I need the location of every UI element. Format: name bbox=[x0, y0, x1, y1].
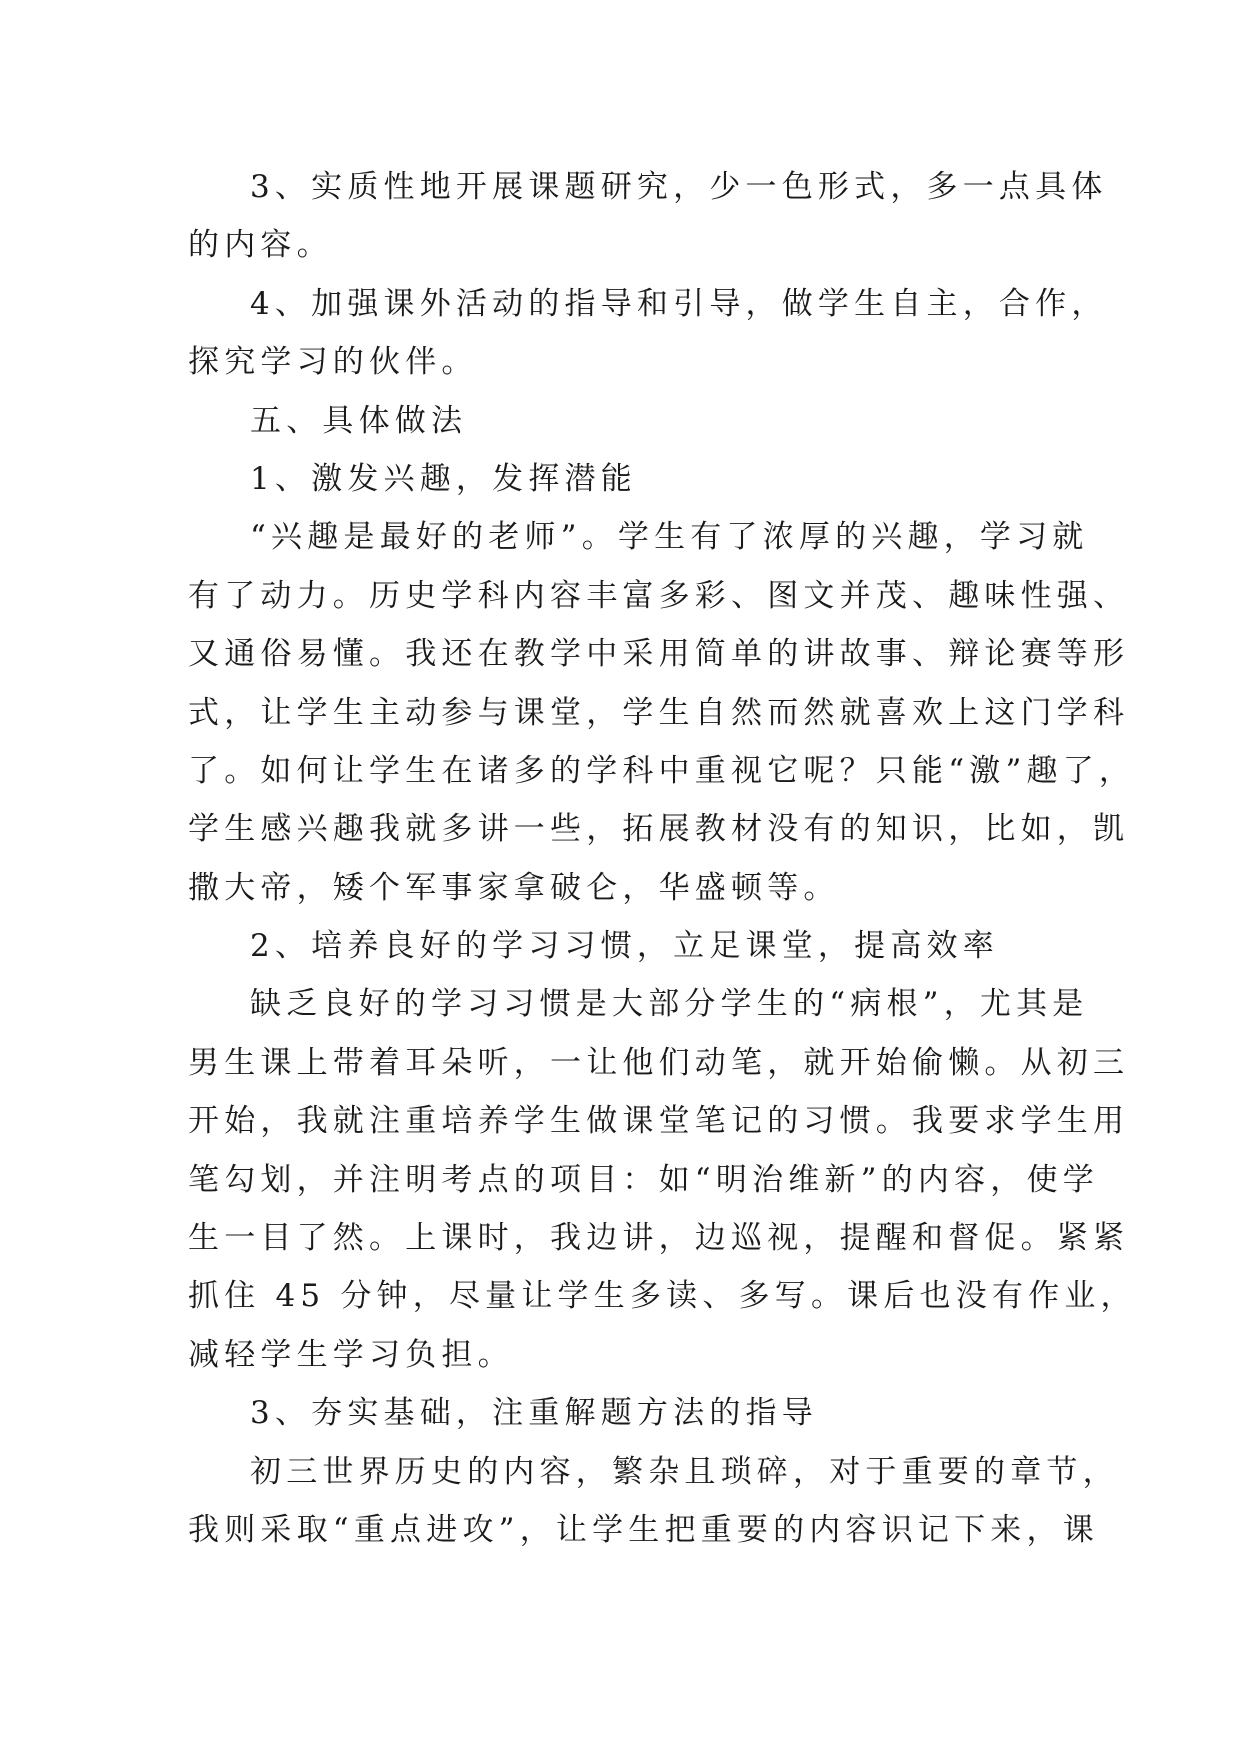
text-line: 探究学习的伙伴。 bbox=[188, 344, 478, 381]
text-line: 缺乏良好的学习习惯是大部分学生的“病根”，尤其是 bbox=[250, 986, 1089, 1023]
text-line: “兴趣是最好的老师”。学生有了浓厚的兴趣，学习就 bbox=[250, 519, 1089, 556]
document-body bbox=[188, 158, 1137, 1559]
text-line: 又通俗易懂。我还在教学中采用简单的讲故事、辩论赛等形 bbox=[188, 636, 1130, 673]
text-line: 我则采取“重点进攻”，让学生把重要的内容识记下来，课 bbox=[188, 1511, 1099, 1548]
text-line: 撒大帝，矮个军事家拿破仑，华盛顿等。 bbox=[188, 869, 840, 906]
subsection-heading: 1、激发兴趣，发挥潜能 bbox=[250, 460, 637, 497]
section-heading: 五、具体做法 bbox=[250, 402, 468, 439]
text-line: 男生课上带着耳朵听，一让他们动笔，就开始偷懒。从初三 bbox=[188, 1044, 1130, 1081]
text-line: 生一目了然。上课时，我边讲，边巡视，提醒和督促。紧紧 bbox=[188, 1220, 1130, 1257]
subsection-heading: 3、夯实基础，注重解题方法的指导 bbox=[250, 1395, 818, 1432]
text-line: 学生感兴趣我就多讲一些，拓展教材没有的知识，比如，凯 bbox=[188, 811, 1130, 848]
text-line: 的内容。 bbox=[188, 227, 333, 264]
text-line: 开始，我就注重培养学生做课堂笔记的习惯。我要求学生用 bbox=[188, 1103, 1130, 1140]
text-line: 减轻学生学习负担。 bbox=[188, 1336, 514, 1373]
text-line: 式，让学生主动参与课堂，学生自然而然就喜欢上这门学科 bbox=[188, 694, 1130, 731]
text-line: 笔勾划，并注明考点的项目：如“明治维新”的内容，使学 bbox=[188, 1161, 1099, 1198]
text-line: 4、加强课外活动的指导和引导，做学生自主，合作， bbox=[250, 285, 1108, 322]
text-line: 了。如何让学生在诸多的学科中重视它呢？只能“激”趣了， bbox=[188, 752, 1136, 789]
subsection-heading: 2、培养良好的学习习惯，立足课堂，提高效率 bbox=[250, 928, 999, 965]
text-line: 初三世界历史的内容，繁杂且琐碎，对于重要的章节， bbox=[250, 1453, 1119, 1490]
text-line: 有了动力。历史学科内容丰富多彩、图文并茂、趣味性强、 bbox=[188, 577, 1130, 614]
text-line: 抓住 45 分钟，尽量让学生多读、多写。课后也没有作业， bbox=[188, 1278, 1137, 1315]
text-line: 3、实质性地开展课题研究，少一色形式，多一点具体 bbox=[250, 169, 1108, 205]
